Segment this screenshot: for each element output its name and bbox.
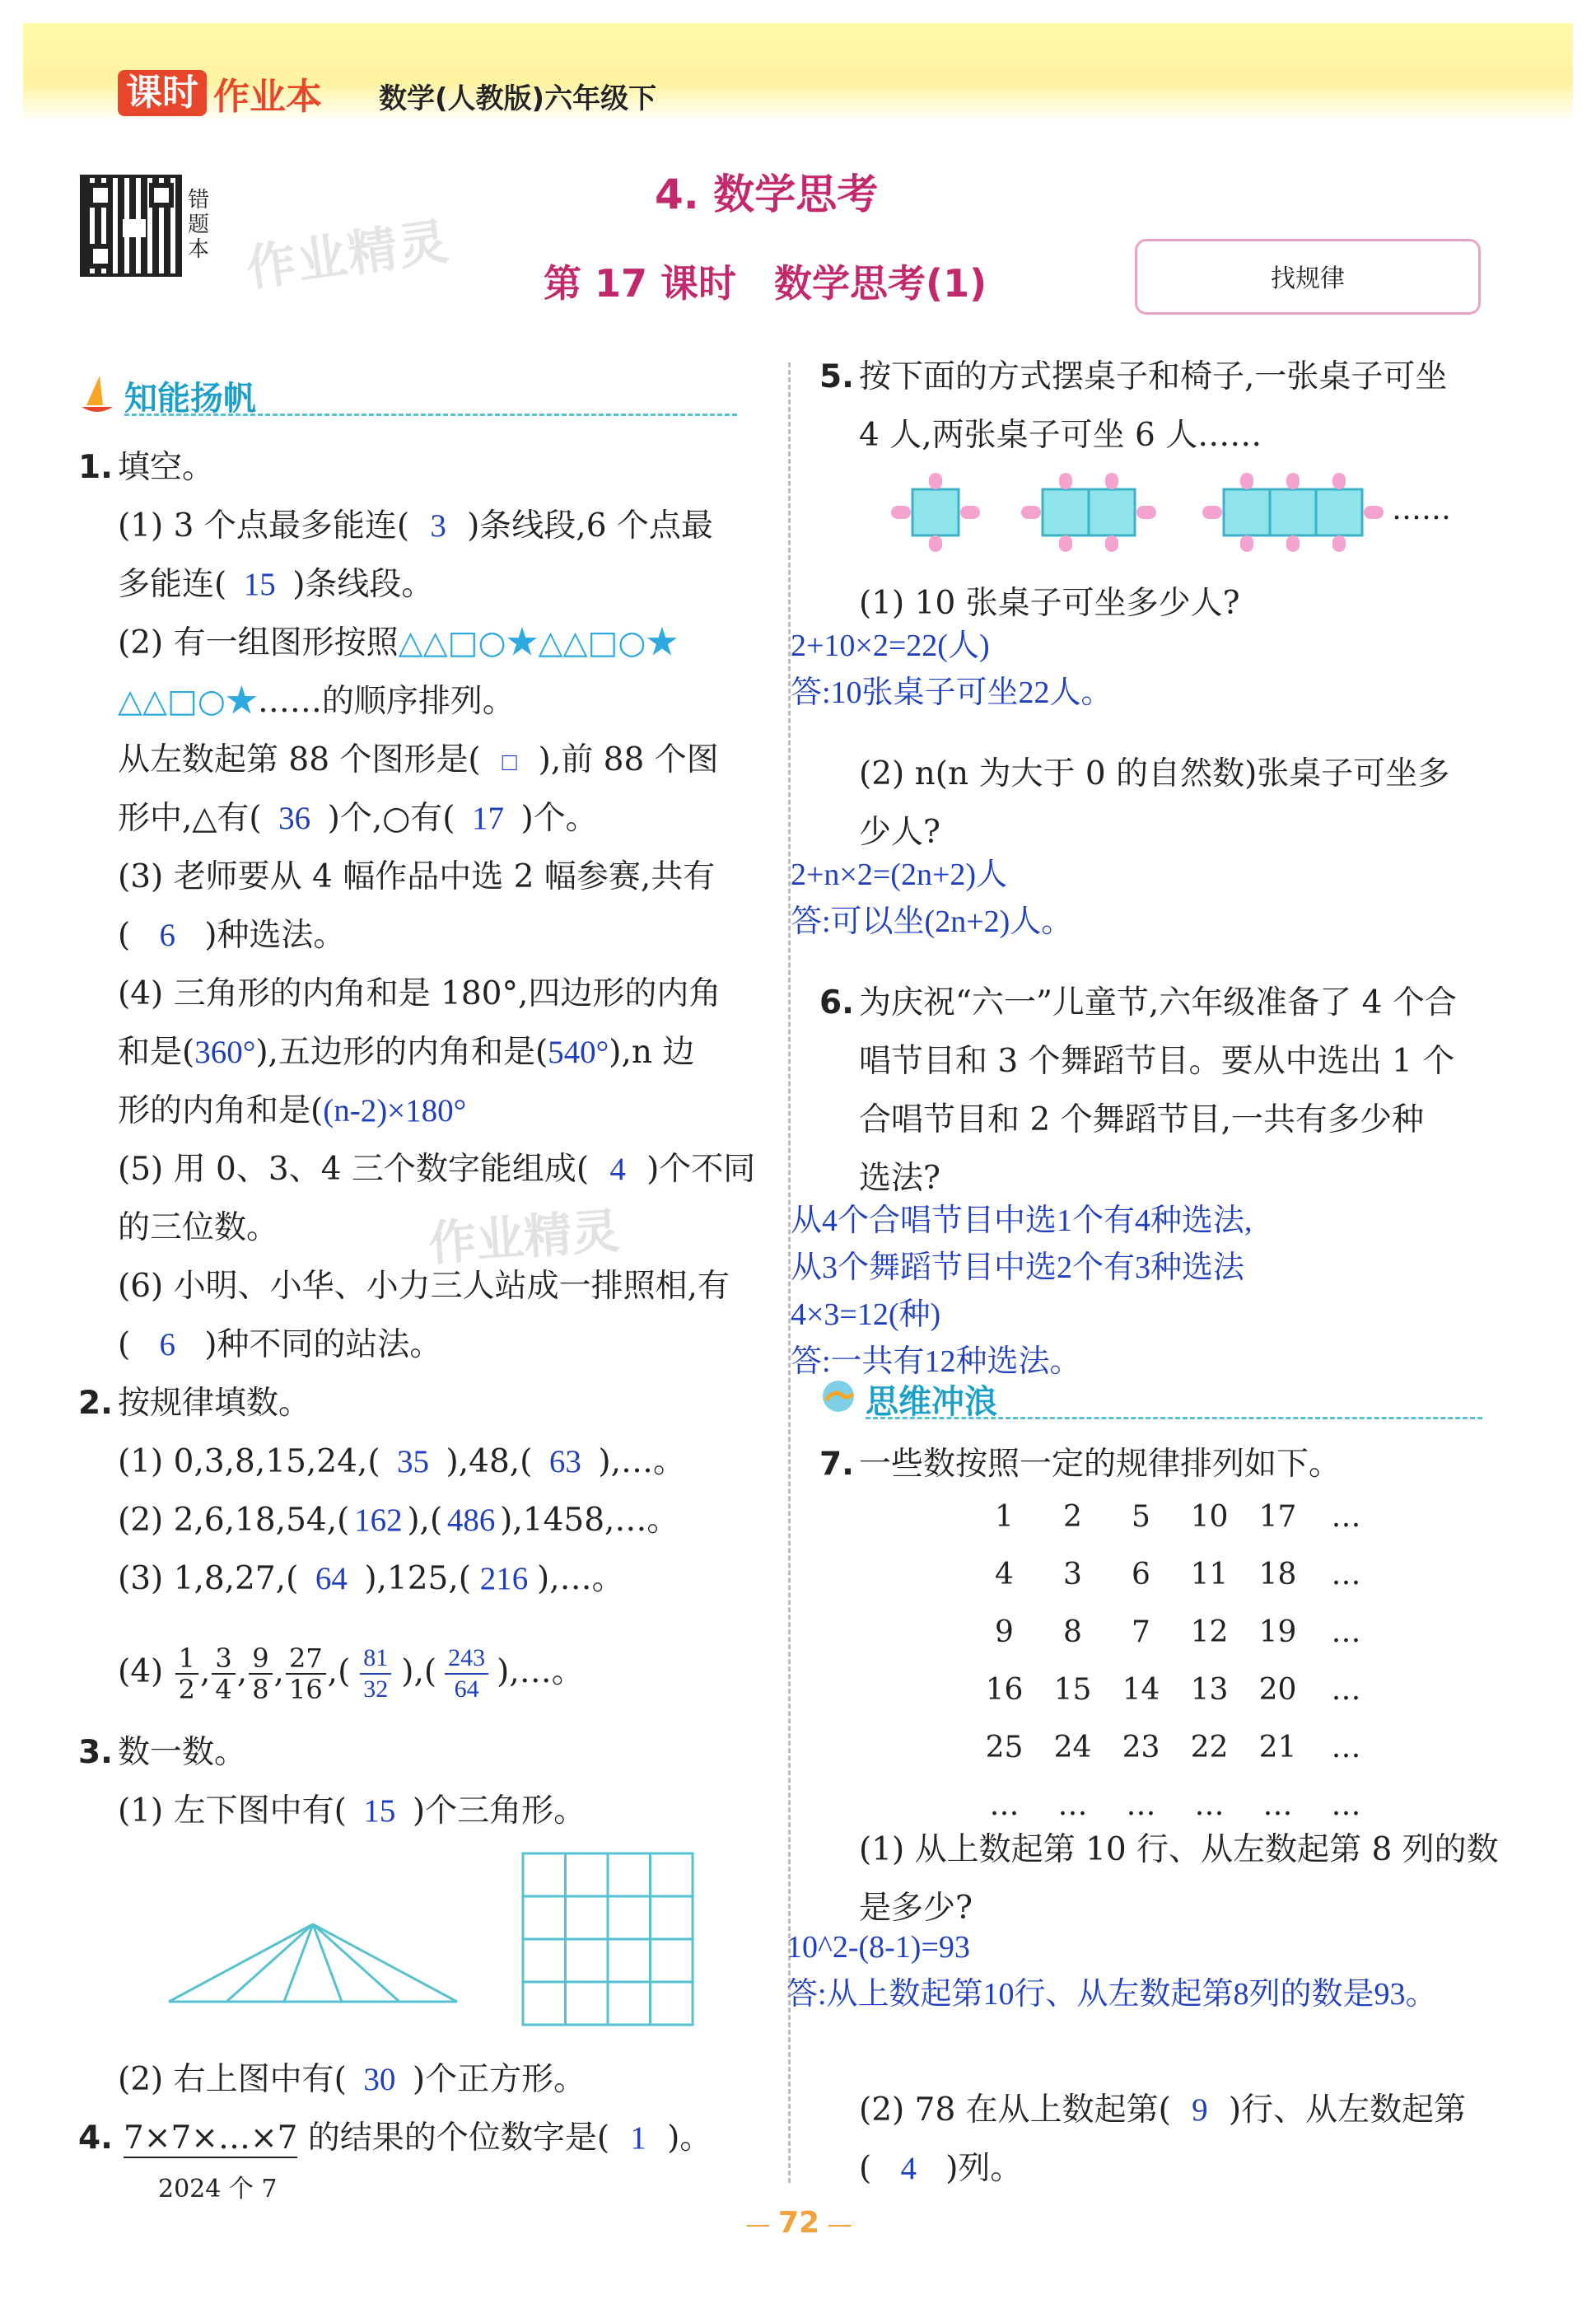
text: ),五边形的内角和是( (255, 1034, 548, 1071)
matrix-cell: … (1331, 1557, 1361, 1591)
matrix-cell: 3 (1063, 1557, 1082, 1591)
answer: 17 (471, 801, 504, 836)
q6-a1: 从4个合唱节目中选1个有4种选法, (791, 1203, 1253, 1238)
matrix-cell: 15 (1053, 1672, 1092, 1707)
q1-p2b (118, 679, 515, 725)
denominator: 64 (454, 1675, 479, 1703)
text: )。 (667, 2119, 712, 2157)
q6-a3: 4×3=12(种) (791, 1297, 941, 1332)
answer: 162 (354, 1503, 403, 1538)
matrix-row (970, 1718, 1380, 1776)
brand-logo (118, 69, 322, 117)
matrix-cell: 17 (1258, 1499, 1297, 1534)
shape-sequence: △△□○★△△□○★ (398, 624, 679, 661)
matrix-cell: 9 (995, 1615, 1014, 1649)
matrix-cell: 20 (1258, 1672, 1297, 1707)
q5-p1: (1) 10 张桌子可坐多少人? (859, 585, 1240, 622)
text: (1) 0,3,8,15,24,( (118, 1443, 380, 1480)
matrix-cell: 4 (995, 1557, 1014, 1591)
numerator: 3 (212, 1643, 235, 1675)
q4-label: 4. (78, 2119, 113, 2157)
q1-p4c (118, 1088, 466, 1134)
q1-label: 1. (78, 449, 113, 486)
sail-icon (78, 372, 116, 414)
matrix-cell: 12 (1190, 1615, 1229, 1649)
q1-p1a (118, 503, 713, 549)
q1-p2d (118, 796, 598, 842)
q1-p4b (118, 1030, 694, 1076)
q1-stem: 填空。 (118, 449, 215, 486)
matrix-cell: … (1331, 1788, 1361, 1822)
matrix-cell: 22 (1190, 1730, 1229, 1764)
q1-p1b (118, 562, 433, 608)
q1-p2c (118, 737, 719, 786)
matrix-cell: … (1194, 1788, 1225, 1822)
matrix-cell: 1 (995, 1499, 1014, 1534)
matrix-cell: 10 (1190, 1499, 1229, 1534)
q6-a4: 答:一共有12种选法。 (791, 1344, 1081, 1379)
text: )行、从左数起第 (1228, 2091, 1467, 2129)
matrix-cell: 16 (985, 1672, 1024, 1707)
matrix-row (970, 1661, 1380, 1718)
q3-p1 (118, 1788, 586, 1834)
tables-ellipsis: …… (1392, 493, 1451, 526)
watermark: 作业精灵 (243, 213, 454, 298)
matrix-cell: … (1331, 1672, 1361, 1707)
tables-figure (889, 471, 1466, 554)
text: (2) 右上图中有( (118, 2061, 347, 2098)
q6-a2: 从3个舞蹈节目中选2个有3种选法 (791, 1250, 1245, 1285)
q3-p2 (118, 2057, 586, 2103)
text: (1) 左下图中有( (118, 1792, 347, 1830)
text: 从左数起第 88 个图形是( (118, 741, 481, 778)
text: )个正方形。 (412, 2061, 586, 2098)
topic-tag (1135, 239, 1481, 315)
q2-stem: 按规律填数。 (118, 1385, 311, 1422)
text: 形的内角和是( (118, 1092, 324, 1129)
matrix-row (970, 1488, 1380, 1545)
denominator: 2 (178, 1674, 196, 1705)
q2-l4: (4) $\frac{1}{2}$ , $\frac{3}{4}$ , $\frac{9}{8}$ , $\frac{27}{16}$ ,( $\frac{81}{32}$ ),( $\frac{243}{64}$ ),…。 (118, 1643, 584, 1705)
answer: 216 (479, 1561, 529, 1596)
text: 多能连( (118, 566, 227, 603)
q7-p1-answer: 答:从上数起第10行、从左数起第8列的数是93。 (786, 1977, 1437, 2012)
text: )个,○有( (327, 800, 455, 837)
text: )个不同 (646, 1151, 756, 1188)
numerator: 1 (175, 1643, 198, 1675)
text: (2) 有一组图形按照 (118, 624, 399, 661)
chapter-title: 4. 数学思考 (655, 171, 879, 218)
text: ),125,( (364, 1560, 471, 1597)
answer: 4 (609, 1152, 626, 1187)
matrix-cell: 23 (1122, 1730, 1160, 1764)
denominator: 16 (288, 1674, 323, 1705)
page-number: 72 (777, 2206, 820, 2240)
q5-stem2: 4 人,两张桌子可坐 6 人…… (859, 417, 1262, 454)
matrix-row (970, 1545, 1380, 1603)
q7-p2b (859, 2146, 1022, 2192)
one-table (891, 473, 980, 552)
answer: 15 (243, 567, 276, 602)
q6-s4: 选法? (859, 1160, 940, 1197)
q3-label: 3. (78, 1734, 113, 1771)
q5-p2-answer: 答:可以坐(2n+2)人。 (791, 904, 1073, 939)
matrix-cell: 21 (1258, 1730, 1297, 1764)
q7-p2a (859, 2087, 1466, 2133)
q1-p5b: 的三位数。 (118, 1209, 279, 1246)
page-footer: — 72 — (745, 2206, 852, 2240)
matrix-row (970, 1776, 1380, 1834)
matrix-cell: 14 (1122, 1672, 1160, 1707)
answer: 486 (446, 1503, 496, 1538)
q4-line (124, 2115, 712, 2161)
square-grid-figure (521, 1852, 694, 2026)
matrix-cell: 6 (1132, 1557, 1150, 1591)
text: 的结果的个位数字是( (307, 2119, 610, 2157)
answer: 540° (548, 1035, 609, 1070)
answer: 6 (159, 1327, 175, 1362)
matrix-cell: 7 (1132, 1615, 1150, 1649)
text: )列。 (945, 2150, 1023, 2187)
numerator: 243 (445, 1643, 488, 1675)
answer: 9 (1192, 2092, 1208, 2128)
expression: 7×7×…×7 (124, 2119, 298, 2157)
text: )种不同的站法。 (204, 1326, 442, 1363)
matrix-cell: … (1126, 1788, 1156, 1822)
text: )种选法。 (204, 917, 346, 954)
brand-name: 作业本 (213, 76, 322, 118)
q1-p6b (118, 1322, 441, 1368)
subject-label: 数学(人教版)六年级下 (379, 82, 657, 115)
q7-p1-calc: 10^2-(8-1)=93 (786, 1930, 970, 1965)
text: ( (118, 1326, 131, 1363)
two-tables (1021, 473, 1156, 552)
matrix-cell: 5 (1132, 1499, 1150, 1534)
matrix-cell: 13 (1190, 1672, 1229, 1707)
q5-p1-answer: 答:10张桌子可坐22人。 (791, 675, 1113, 710)
answer: 6 (159, 918, 175, 953)
matrix-row (970, 1603, 1380, 1661)
fraction (175, 1643, 198, 1704)
text: (2) 2,6,18,54,( (118, 1502, 350, 1539)
topic-tag-label: 找规律 (1271, 264, 1345, 293)
text: )个。 (520, 800, 598, 837)
wave-icon (819, 1377, 857, 1415)
text: 形中,△有( (118, 800, 262, 837)
matrix-cell: 19 (1258, 1615, 1297, 1649)
answer: 36 (278, 801, 311, 836)
text: (3) 1,8,27,( (118, 1560, 299, 1597)
matrix-cell: 18 (1258, 1557, 1297, 1591)
section-title-left: 知能扬帆 (124, 380, 256, 418)
answer: 35 (397, 1444, 430, 1479)
text: ),48,( (446, 1443, 533, 1480)
q2-l3 (118, 1556, 624, 1602)
q5-p2-calc: 2+n×2=(2n+2)人 (791, 858, 1008, 892)
text: ( (118, 917, 131, 954)
matrix-cell: … (1331, 1499, 1361, 1534)
section-title-right: 思维冲浪 (866, 1383, 997, 1421)
qr-code (80, 175, 182, 277)
text: (2) 78 在从上数起第( (859, 2091, 1171, 2129)
number-matrix (970, 1488, 1380, 1834)
text: ),…。 (598, 1443, 686, 1480)
answer: 3 (430, 508, 446, 544)
text: ),1458,…。 (500, 1502, 679, 1539)
text: ),…。 (536, 1560, 624, 1597)
q4-underbrace-label: 2024 个 7 (158, 2175, 278, 2204)
text: ),前 88 个图 (538, 741, 719, 778)
matrix-cell: 11 (1190, 1557, 1229, 1591)
q3-stem: 数一数。 (118, 1734, 247, 1771)
q5-label: 5. (819, 358, 854, 395)
qr-side-label: 错题本 (188, 188, 210, 262)
text: ),…。 (497, 1653, 584, 1690)
text: ),n 边 (609, 1034, 695, 1071)
fraction (249, 1643, 272, 1704)
matrix-cell: … (1262, 1788, 1293, 1822)
answer-fraction (360, 1643, 391, 1704)
q1-p4a: (4) 三角形的内角和是 180°,四边形的内角 (118, 975, 721, 1012)
numerator: 27 (286, 1643, 326, 1675)
text: )条线段。 (292, 566, 434, 603)
answer: 63 (548, 1444, 581, 1479)
matrix-cell: 25 (985, 1730, 1024, 1764)
text: )个三角形。 (412, 1792, 586, 1830)
text: ( (859, 2150, 872, 2187)
matrix-cell: … (1331, 1615, 1361, 1649)
shape-sequence: △△□○★ (118, 683, 258, 720)
q1-p6a: (6) 小明、小华、小力三人站成一排照相,有 (118, 1268, 730, 1305)
matrix-cell: … (1331, 1730, 1361, 1764)
q5-p1-calc: 2+10×2=22(人) (791, 629, 990, 663)
lesson-title: 第 17 课时 数学思考(1) (544, 261, 987, 306)
denominator: 8 (252, 1674, 269, 1705)
section-heading-right (819, 1371, 1482, 1422)
matrix-cell: 24 (1053, 1730, 1092, 1764)
text: (1) 3 个点最多能连( (118, 507, 410, 544)
watermark-2: 作业精灵 (427, 1202, 622, 1272)
matrix-cell: 8 (1063, 1615, 1082, 1649)
q6-s3: 合唱节目和 2 个舞蹈节目,一共有多少种 (859, 1101, 1425, 1138)
q1-p3a: (3) 老师要从 4 幅作品中选 2 幅参赛,共有 (118, 858, 716, 895)
answer: □ (502, 749, 517, 776)
text: 和是( (118, 1034, 195, 1071)
matrix-cell: 2 (1063, 1499, 1082, 1534)
q6-s2: 唱节目和 3 个舞蹈节目。要从中选出 1 个 (859, 1043, 1455, 1080)
q7-p1a: (1) 从上数起第 10 行、从左数起第 8 列的数 (859, 1831, 1499, 1868)
text: ),( (407, 1502, 443, 1539)
q7-stem: 一些数按照一定的规律排列如下。 (859, 1446, 1342, 1483)
matrix-cell: … (1057, 1788, 1088, 1822)
text: ……的顺序排列。 (257, 683, 515, 720)
denominator: 4 (215, 1674, 232, 1705)
q2-label: 2. (78, 1385, 113, 1422)
fraction (212, 1643, 235, 1704)
q1-p2a (118, 620, 678, 666)
text: )条线段,6 个点最 (467, 507, 713, 544)
answer: 360° (194, 1035, 256, 1070)
q5-p2a: (2) n(n 为大于 0 的自然数)张桌子可坐多 (859, 755, 1450, 792)
text: (4) (118, 1653, 164, 1690)
numerator: 9 (249, 1643, 272, 1675)
q1-p5a (118, 1147, 755, 1193)
matrix-cell: … (989, 1788, 1020, 1822)
q6-label: 6. (819, 984, 854, 1021)
answer-fraction (445, 1643, 488, 1704)
text: (5) 用 0、3、4 三个数字能组成( (118, 1151, 590, 1188)
three-tables (1202, 473, 1384, 552)
denominator: 32 (363, 1675, 389, 1703)
q2-l1 (118, 1439, 685, 1485)
answer: 4 (900, 2151, 917, 2186)
q6-s1: 为庆祝“六一”儿童节,六年级准备了 4 个合 (859, 984, 1457, 1021)
q1-p3b (118, 913, 345, 959)
q2-l2 (118, 1498, 679, 1544)
answer: 1 (630, 2120, 646, 2156)
fraction (286, 1643, 326, 1704)
q7-p1b: 是多少? (859, 1890, 973, 1927)
q7-label: 7. (819, 1446, 854, 1483)
section-heading-left (78, 369, 737, 418)
q5-p2b: 少人? (859, 814, 940, 851)
answer: 30 (363, 2062, 396, 2097)
answer: 15 (363, 1793, 396, 1829)
answer: (n-2)×180° (323, 1093, 467, 1129)
numerator: 81 (360, 1643, 391, 1675)
q5-stem1: 按下面的方式摆桌子和椅子,一张桌子可坐 (859, 358, 1448, 395)
brand-badge: 课时 (118, 70, 207, 116)
triangle-figure (165, 1919, 461, 2010)
answer: 64 (315, 1561, 348, 1596)
